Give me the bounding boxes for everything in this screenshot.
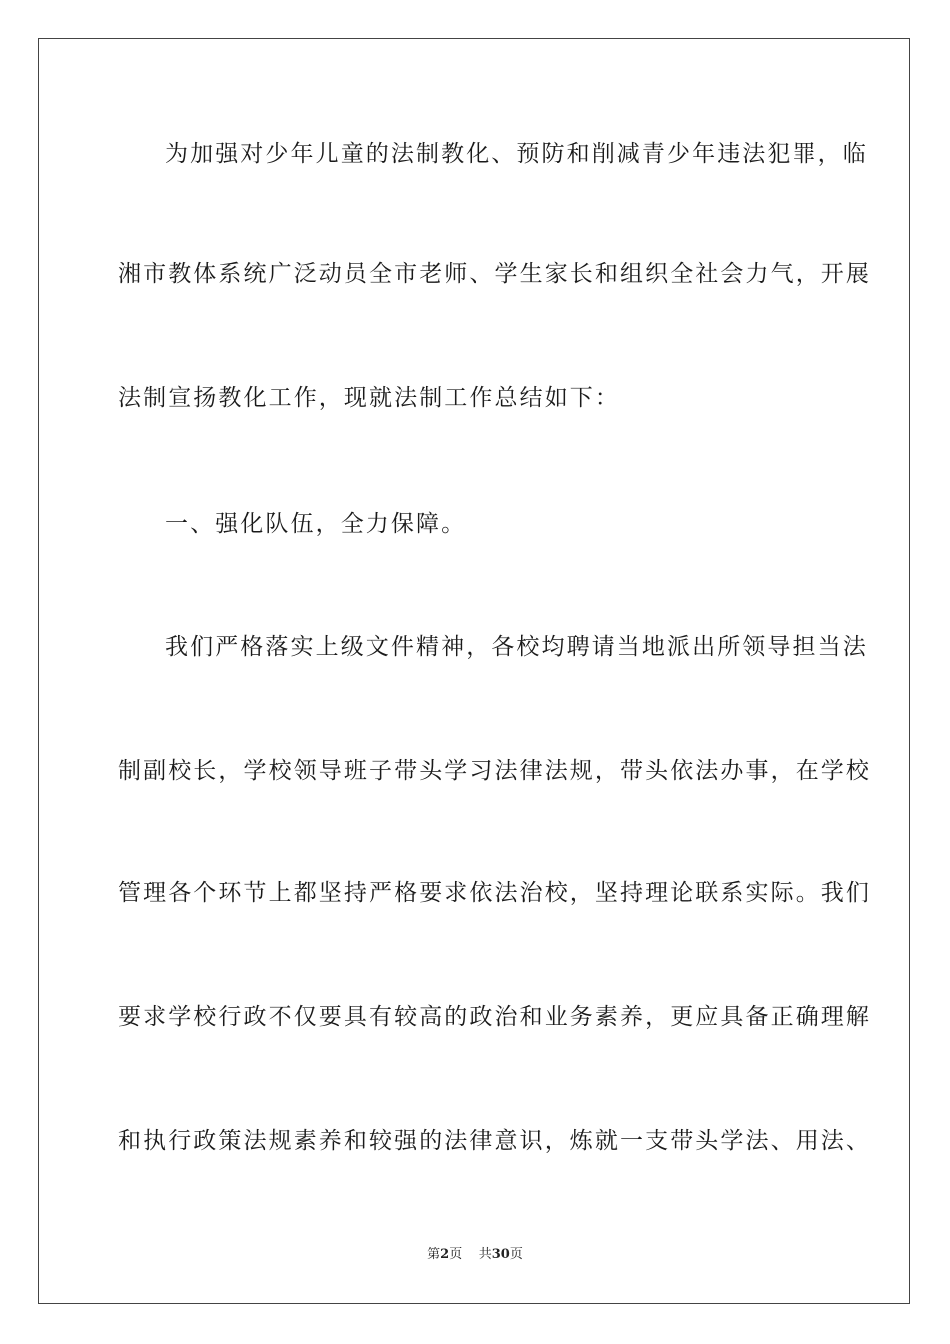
footer-page-suffix: 页 — [449, 1247, 463, 1262]
paragraph-1-line-3: 法制宣扬教化工作，现就法制工作总结如下： — [118, 385, 620, 411]
page-border — [38, 38, 910, 1304]
page-footer — [0, 1247, 950, 1263]
paragraph-1-line-1: 为加强对少年儿童的法制教化、预防和削减青少年违法犯罪，临 — [165, 141, 868, 167]
section-heading: 一、强化队伍，全力保障。 — [165, 511, 467, 537]
paragraph-2-line-4: 要求学校行政不仅要具有较高的政治和业务素养，更应具备正确理解 — [118, 1004, 871, 1030]
paragraph-2-line-2: 制副校长，学校领导班子带头学习法律法规，带头依法办事，在学校 — [118, 758, 871, 784]
footer-total-suffix: 页 — [509, 1247, 523, 1262]
paragraph-2-line-1: 我们严格落实上级文件精神，各校均聘请当地派出所领导担当法 — [165, 634, 868, 660]
footer-page-number: 2 — [440, 1247, 450, 1262]
paragraph-1-line-2: 湘市教体系统广泛动员全市老师、学生家长和组织全社会力气，开展 — [118, 261, 871, 287]
footer-total-pages: 30 — [491, 1247, 510, 1262]
footer-page-prefix: 第 — [427, 1247, 441, 1262]
paragraph-2-line-5: 和执行政策法规素养和较强的法律意识，炼就一支带头学法、用法、 — [118, 1128, 871, 1154]
paragraph-2-line-3: 管理各个环节上都坚持严格要求依法治校，坚持理论联系实际。我们 — [118, 880, 871, 906]
footer-total-prefix: 共 — [478, 1247, 492, 1262]
